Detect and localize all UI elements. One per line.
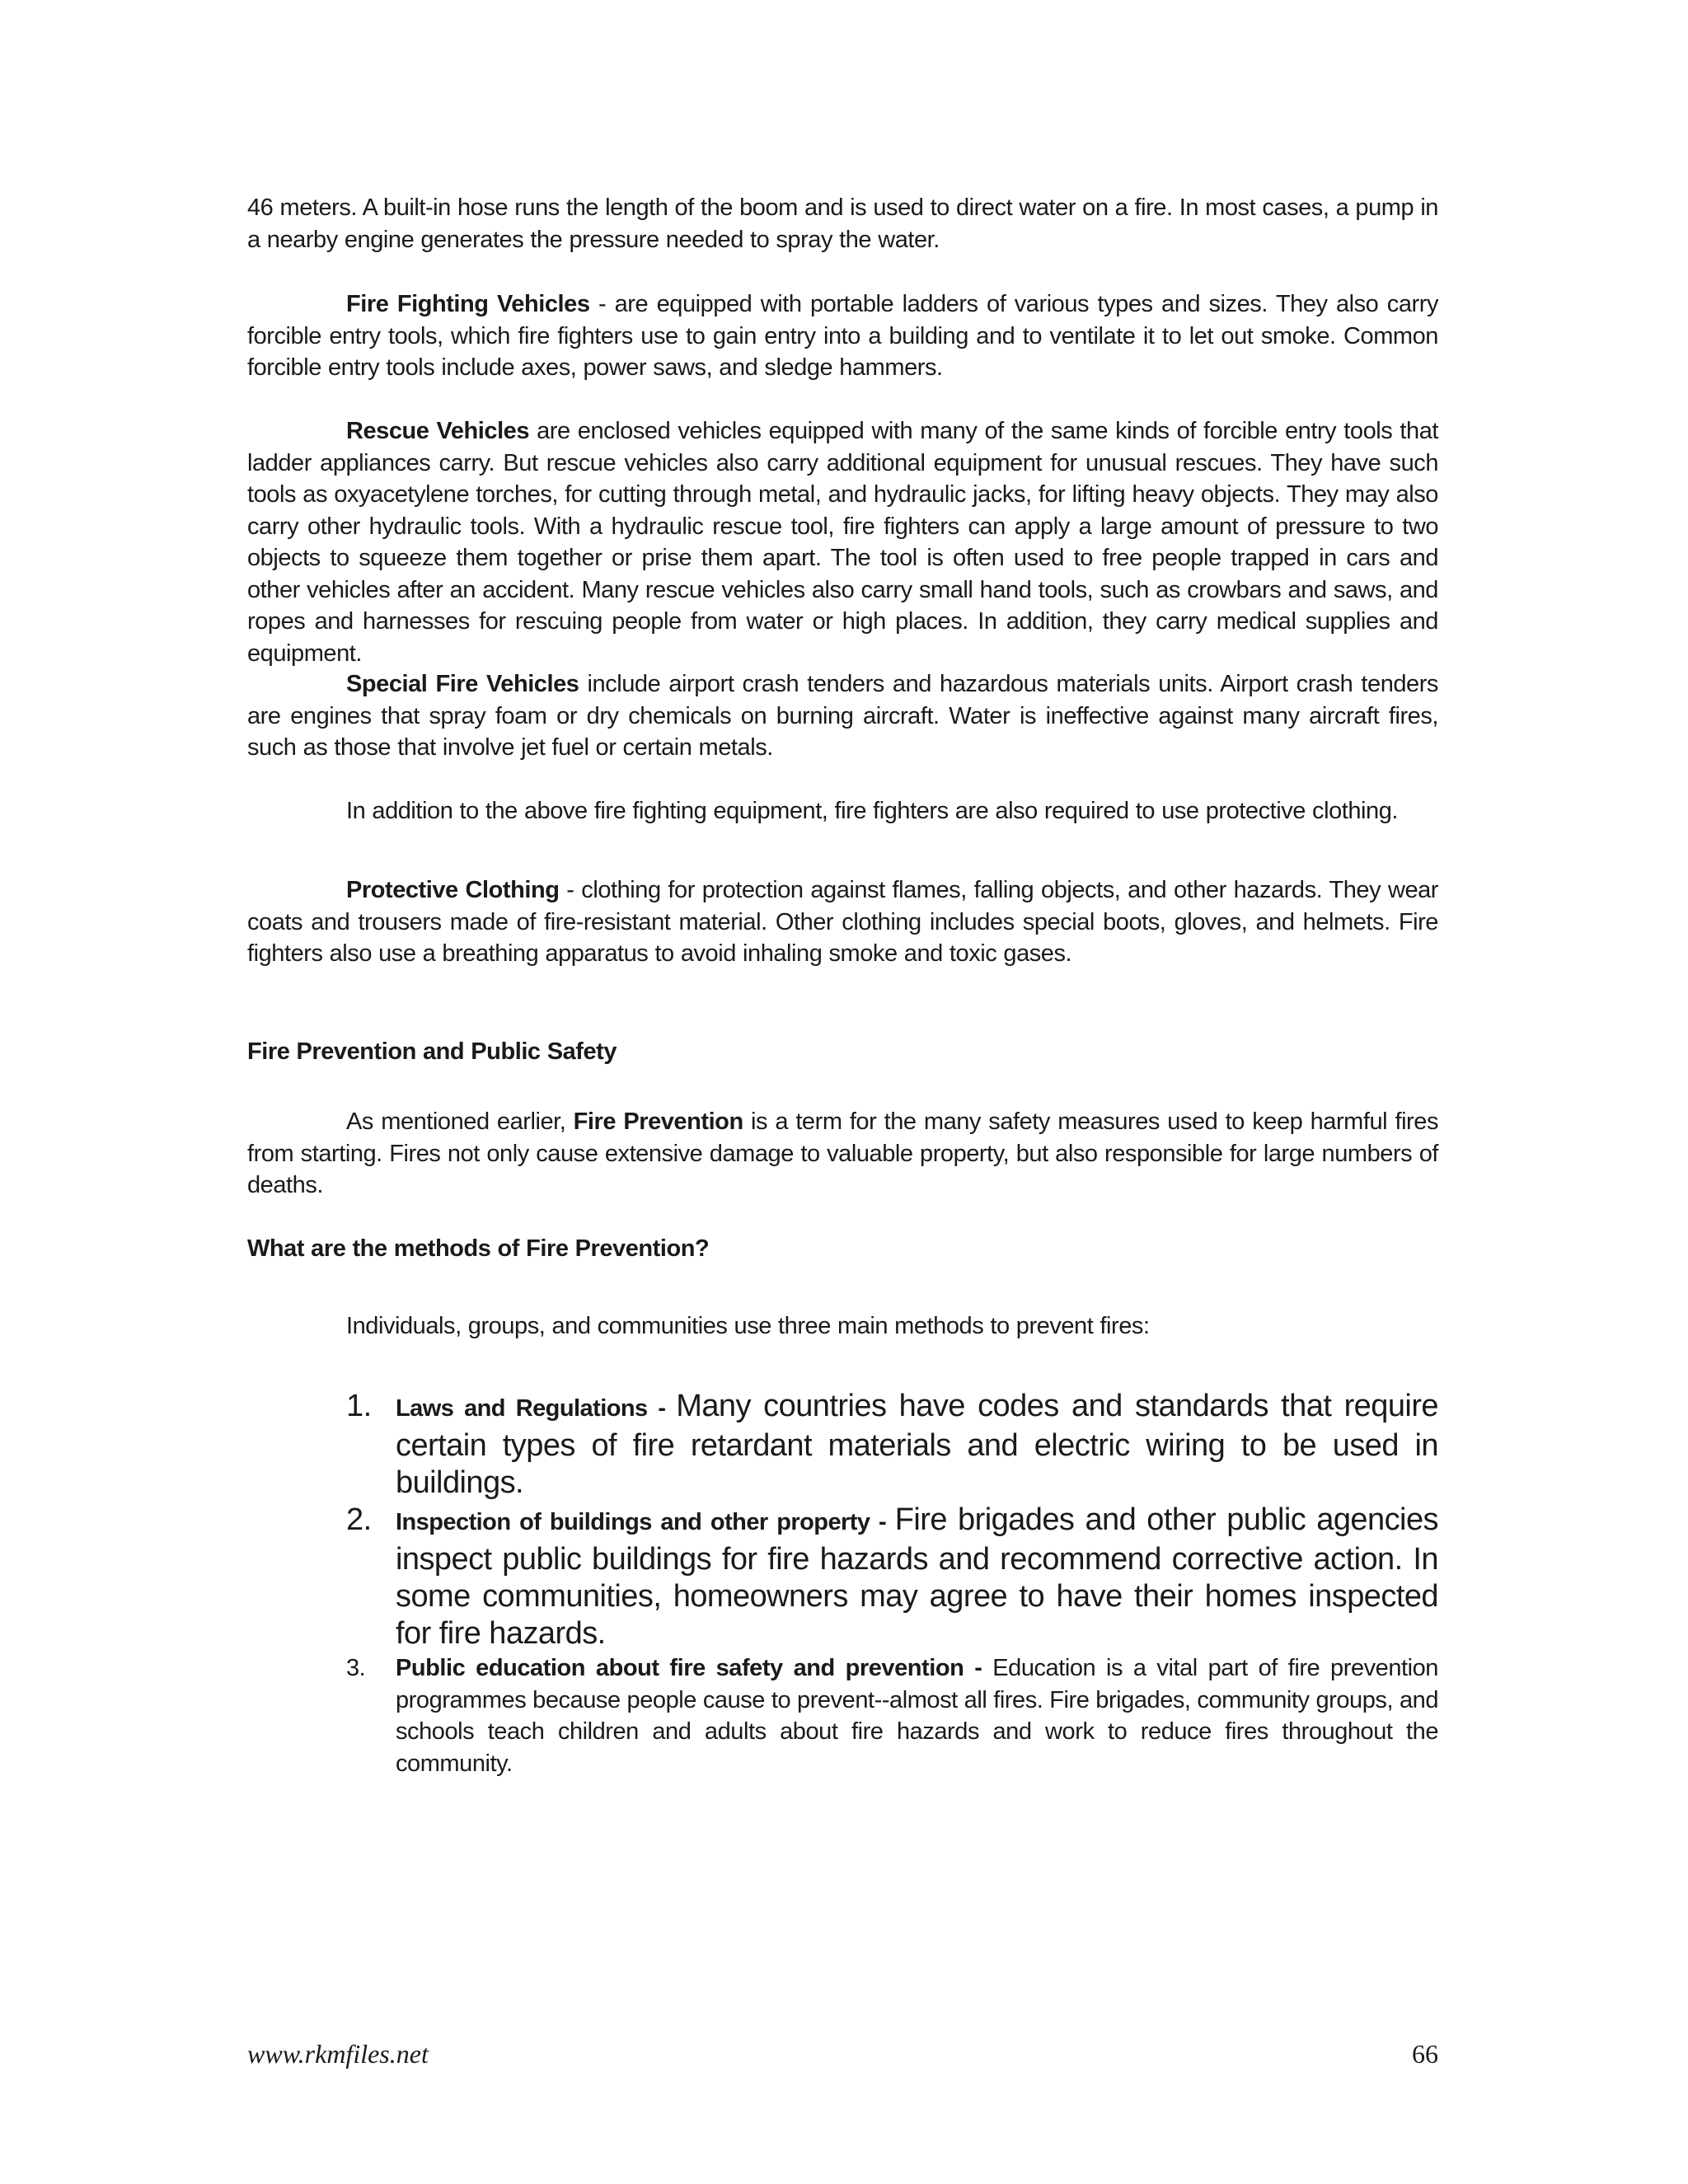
- heading-fire-prevention: Fire Prevention and Public Safety: [247, 1038, 617, 1065]
- term-fire-prevention: Fire Prevention: [573, 1108, 743, 1135]
- paragraph-special-fire-vehicles: [247, 668, 1438, 764]
- page-number: 66: [1412, 2039, 1438, 2069]
- paragraph-protective-clothing-intro: In addition to the above fire fighting equipment, fire fighters are also required to use protective clothing.: [346, 798, 1399, 824]
- list-item: [247, 1502, 1438, 1652]
- text-mentioned-after: is a term for the many safety measures used to keep harmful fires from starting. Fires not only cause extensive damage to valuable property, but also responsible for large numbers of deaths.: [247, 1108, 1438, 1198]
- paragraph-fire-prevention-definition: [247, 1106, 1438, 1202]
- paragraph-protective-clothing: [247, 874, 1438, 970]
- text-rescue-vehicles: are enclosed vehicles equipped with many of the same kinds of forcible entry tools that ladder appliances carry. But rescue vehicles also carry additional equipment for unusual rescues. They have such tools as oxyacetylene torches, for cutting through metal, and hydraulic jacks, for lifting heavy objects. They may also carry other hydraulic tools. With a hydraulic rescue tool, fire fighters can apply a large amount of pressure to two objects to squeeze them together or prise them apart. The tool is often used to free people trapped in cars and other vehicles after an accident. Many rescue vehicles also carry small hand tools, such as crowbars and saws, and ropes and harnesses for rescuing people from water or high places. In addition, they carry medical supplies and equipment.: [247, 418, 1438, 667]
- list-item-text: Many countries have codes and standards that require certain types of fire retardant materials and electric wiring to be used in buildings.: [396, 1389, 1439, 1500]
- methods-list: [247, 1388, 1438, 1779]
- paragraph-methods-intro: Individuals, groups, and communities use three main methods to prevent fires:: [346, 1313, 1150, 1339]
- heading-methods: What are the methods of Fire Prevention?: [247, 1235, 710, 1262]
- list-item-text: Education is a vital part of fire prevention programmes because people cause to prevent--almost all fires. Fire brigades, community groups, and schools teach children and adults about fire hazards and work to reduce fires throughout the community.: [396, 1655, 1438, 1777]
- text-mentioned-before: As mentioned earlier,: [346, 1108, 574, 1135]
- list-item: [247, 1652, 1438, 1779]
- term-protective-clothing: Protective Clothing: [346, 877, 560, 903]
- list-item: [247, 1388, 1438, 1502]
- list-item-lead: Laws and Regulations -: [396, 1395, 677, 1422]
- list-item-number: 1.: [346, 1389, 372, 1423]
- text-protective-clothing: - clothing for protection against flames, falling objects, and other hazards. They wear coats and trousers made of fire-resistant material. Other clothing includes special boots, gloves, and helmets. Fire fighters also use a breathing apparatus to avoid inhaling smoke and toxic gases.: [247, 877, 1439, 967]
- list-item-lead: Public education about fire safety and prevention -: [396, 1655, 993, 1681]
- paragraph-boom-hose: 46 meters. A built-in hose runs the length of the boom and is used to direct water on a fire. In most cases, a pump in a nearby engine generates the pressure needed to spray the water.: [247, 194, 1438, 253]
- paragraph-rescue-vehicles: [247, 415, 1438, 669]
- footer-website: www.rkmfiles.net: [247, 2039, 429, 2069]
- text-special-fire-vehicles: include airport crash tenders and hazardous materials units. Airport crash tenders are engines that spray foam or dry chemicals on burning aircraft. Water is ineffective against many aircraft fires, such as those that involve jet fuel or certain metals.: [247, 671, 1438, 761]
- list-item-number: 3.: [346, 1655, 366, 1681]
- paragraph-fire-fighting-vehicles: [247, 288, 1438, 384]
- list-item-lead: Inspection of buildings and other property -: [396, 1509, 895, 1535]
- list-item-number: 2.: [346, 1502, 372, 1537]
- term-fire-fighting-vehicles: Fire Fighting Vehicles: [346, 291, 590, 317]
- text-fire-fighting-vehicles: - are equipped with portable ladders of various types and sizes. They also carry forcible entry tools, which fire fighters use to gain entry into a building and to ventilate it to let out smoke. Common forcible entry tools include axes, power saws, and sledge hammers.: [247, 291, 1438, 381]
- term-special-fire-vehicles: Special Fire Vehicles: [346, 671, 579, 697]
- list-item-text: Fire brigades and other public agencies inspect public buildings for fire hazards and recommend corrective action. In some communities, homeowners may agree to have their homes inspected for fire hazards.: [396, 1502, 1438, 1651]
- term-rescue-vehicles: Rescue Vehicles: [346, 418, 530, 444]
